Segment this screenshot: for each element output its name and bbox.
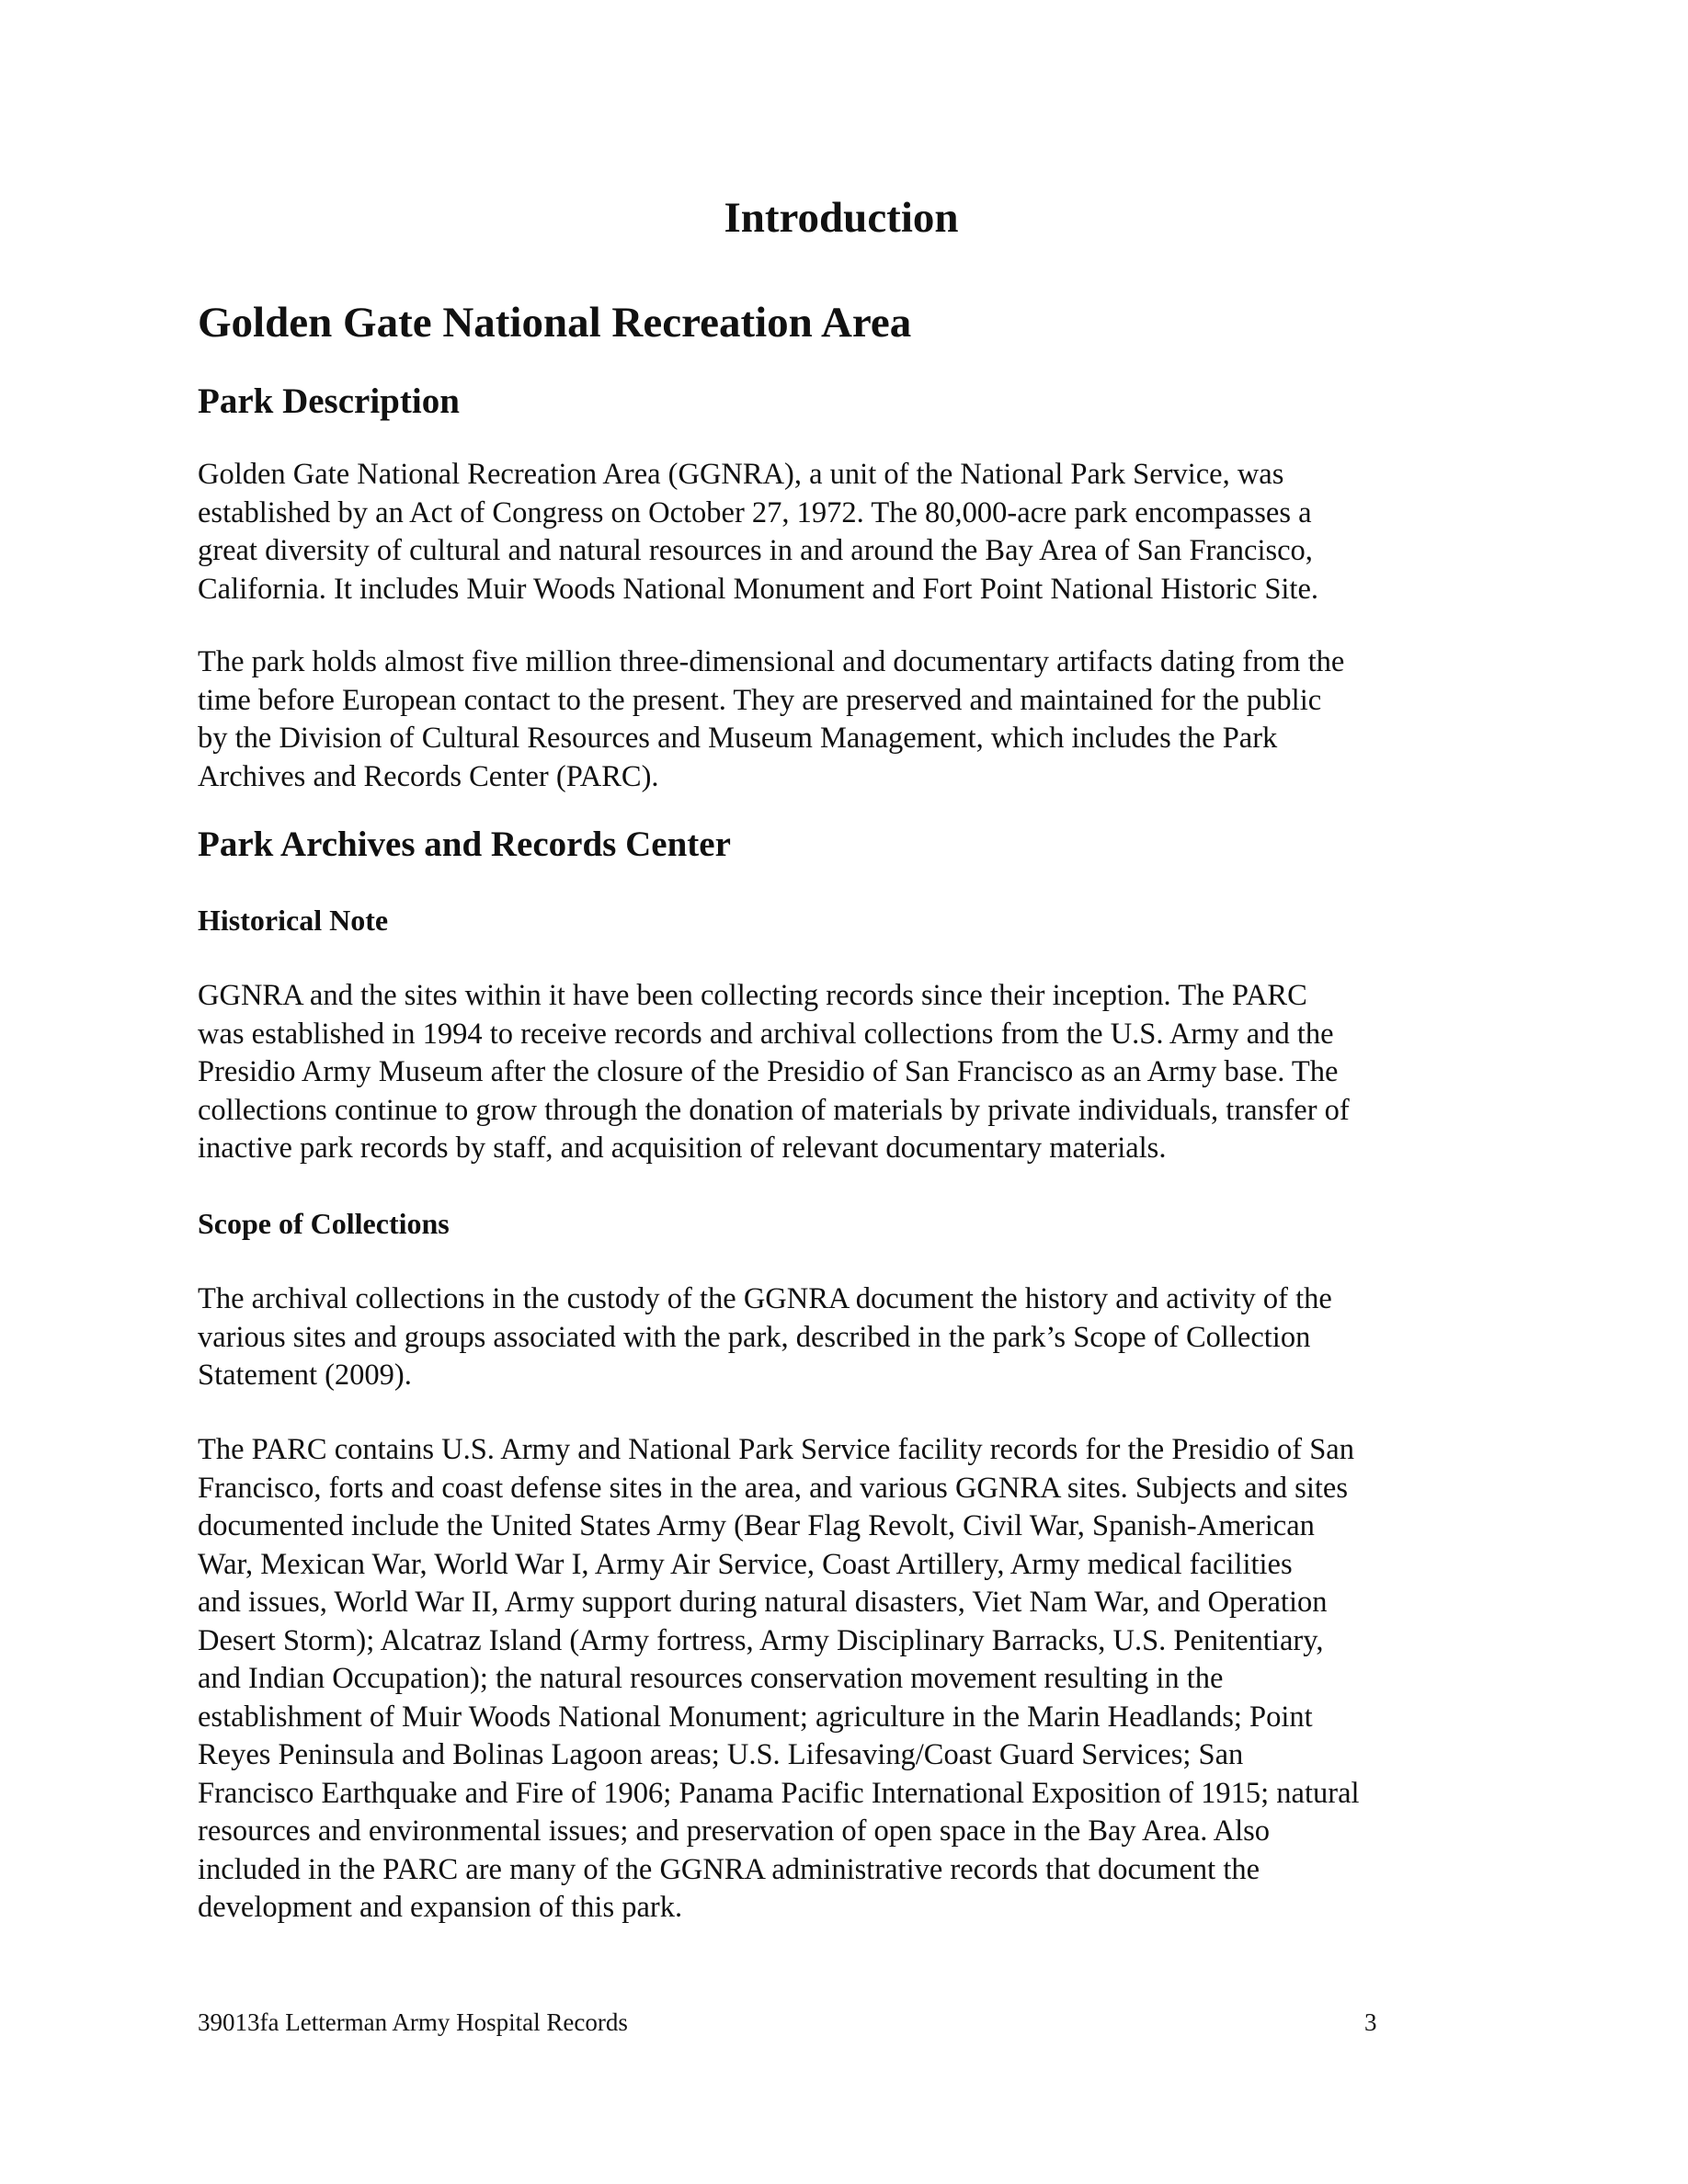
subsection-heading-historical-note: Historical Note [198,904,389,937]
text-line: by the Division of Cultural Resources and Museum Management, which includes the Park [198,722,1278,755]
text-line: Statement (2009). [198,1359,412,1392]
text-line: development and expansion of this park. [198,1891,683,1924]
text-line: Reyes Peninsula and Bolinas Lagoon areas; U.S. Lifesaving/Coast Guard Services; San [198,1738,1244,1771]
text-line: and issues, World War II, Army support during natural disasters, Viet Nam War, and Operation [198,1586,1328,1619]
text-line: and Indian Occupation); the natural resources conservation movement resulting in the [198,1662,1224,1695]
paragraph-scope-2 [198,1431,1494,1928]
text-line: Francisco Earthquake and Fire of 1906; Panama Pacific International Exposition of 1915; natural [198,1776,1360,1810]
text-line: great diversity of cultural and natural resources in and around the Bay Area of San Francisco, [198,534,1313,567]
text-line: The archival collections in the custody of the GGNRA document the history and activity of the [198,1282,1332,1315]
main-heading: Golden Gate National Recreation Area [198,299,912,347]
text-line: War, Mexican War, World War I, Army Air Service, Coast Artillery, Army medical facilities [198,1547,1293,1581]
paragraph-park-description-2 [198,643,1494,796]
text-line: various sites and groups associated with the park, described in the park’s Scope of Collection [198,1320,1311,1354]
text-line: included in the PARC are many of the GGNRA administrative records that document the [198,1852,1260,1886]
text-line: time before European contact to the present. They are preserved and maintained for the public [198,683,1322,717]
paragraph-park-description-1 [198,456,1494,609]
text-line: was established in 1994 to receive records and archival collections from the U.S. Army and the [198,1017,1334,1051]
text-line: resources and environmental issues; and preservation of open space in the Bay Area. Also [198,1814,1271,1848]
text-line: collections continue to grow through the donation of materials by private individuals, transfer of [198,1093,1350,1127]
text-line: Presidio Army Museum after the closure of the Presidio of San Francisco as an Army base. The [198,1055,1339,1088]
text-line: Desert Storm); Alcatraz Island (Army fortress, Army Disciplinary Barracks, U.S. Penitentiary, [198,1623,1324,1657]
text-line: California. It includes Muir Woods National Monument and Fort Point National Historic Site. [198,572,1319,606]
text-line: Golden Gate National Recreation Area (GGNRA), a unit of the National Park Service, was [198,458,1284,491]
text-line: Archives and Records Center (PARC). [198,759,659,793]
paragraph-scope-1 [198,1280,1494,1395]
section-heading-park-description: Park Description [198,381,460,421]
footer-page-number: 3 [1364,2008,1377,2036]
subsection-heading-scope-of-collections: Scope of Collections [198,1207,450,1240]
text-line: Francisco, forts and coast defense sites in the area, and various GGNRA sites. Subjects and sites [198,1471,1348,1505]
page-title: Introduction [724,194,959,242]
text-line: documented include the United States Army (Bear Flag Revolt, Civil War, Spanish-American [198,1509,1315,1542]
section-heading-parc: Park Archives and Records Center [198,825,731,864]
footer-document-title: 39013fa Letterman Army Hospital Records [198,2008,628,2036]
paragraph-historical-note [198,977,1494,1168]
text-line: establishment of Muir Woods National Monument; agriculture in the Marin Headlands; Point [198,1700,1313,1734]
text-line: The park holds almost five million three-dimensional and documentary artifacts dating from the [198,645,1345,678]
text-line: GGNRA and the sites within it have been collecting records since their inception. The PARC [198,979,1307,1012]
text-line: The PARC contains U.S. Army and National Park Service facility records for the Presidio of San [198,1433,1354,1466]
text-line: established by an Act of Congress on October 27, 1972. The 80,000-acre park encompasses a [198,495,1312,529]
text-line: inactive park records by staff, and acquisition of relevant documentary materials. [198,1132,1167,1165]
